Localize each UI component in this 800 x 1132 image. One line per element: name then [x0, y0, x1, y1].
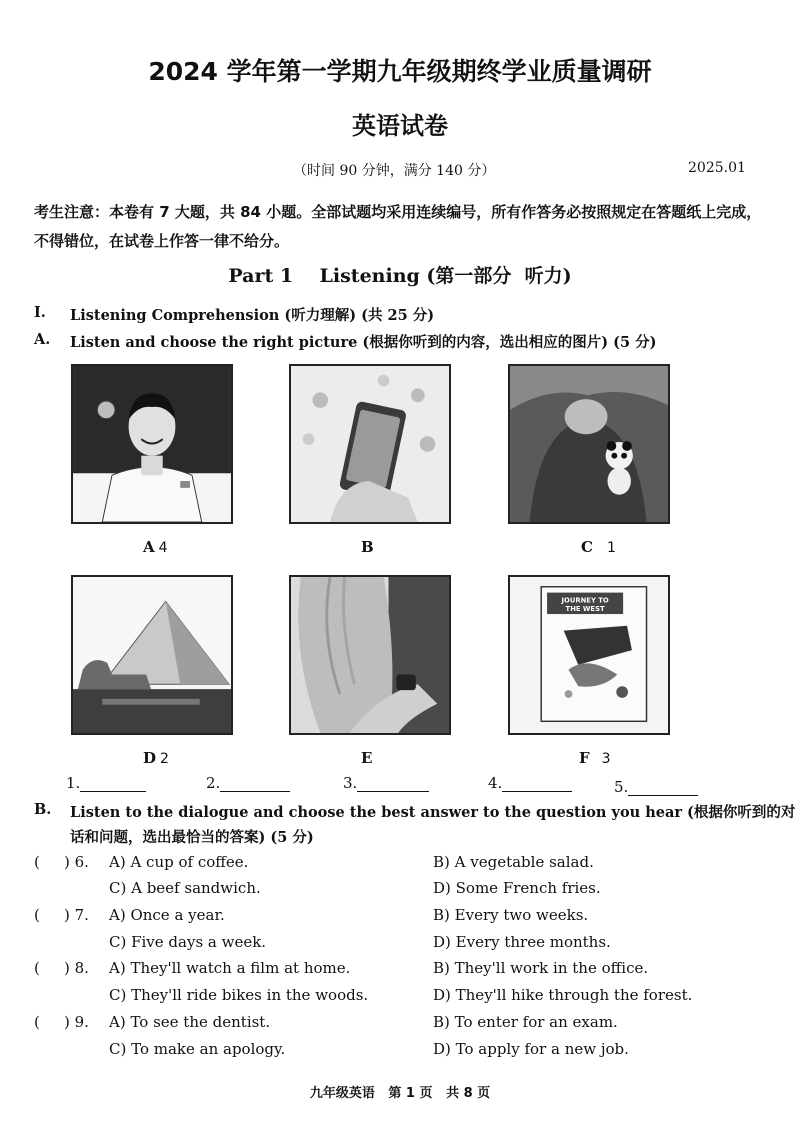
- picture-label-f: [579, 749, 611, 767]
- label-letter: D: [143, 749, 157, 767]
- svg-text:JOURNEY TO: JOURNEY TO: [561, 596, 609, 605]
- phone-payment-icon: [291, 366, 449, 522]
- blank-line: [80, 777, 146, 792]
- time-info: （时间 90 分钟，满分 140 分）: [293, 163, 496, 179]
- part-heading: Part 1 Listening (第一部分 听力): [228, 265, 572, 287]
- blank-line: [502, 777, 572, 792]
- page-footer: 九年级英语 第 1 页 共 8 页: [309, 1086, 491, 1101]
- option-a: A) They'll watch a film at home.: [109, 959, 351, 977]
- exam-title: 2024 学年第一学期九年级期终学业质量调研: [148, 57, 652, 86]
- answer-blank-2[interactable]: [206, 774, 290, 792]
- picture-e: [289, 575, 451, 735]
- woman-smartwatch-icon: [291, 577, 449, 733]
- option-b: B) To enter for an exam.: [433, 1013, 618, 1031]
- picture-label-c: [581, 538, 616, 556]
- blank-line: [357, 777, 429, 792]
- picture-label-d: [143, 749, 169, 767]
- exam-date: 2025.01: [688, 160, 746, 176]
- section-number: A.: [34, 331, 51, 348]
- question-number: ) 6.: [64, 853, 89, 871]
- answer-paren[interactable]: (: [34, 906, 40, 924]
- section-heading-a: [34, 331, 774, 351]
- section-number: B.: [34, 801, 52, 818]
- section-text: Listening Comprehension (听力理解) (共 25 分): [70, 307, 435, 324]
- question-number: ) 9.: [64, 1013, 89, 1031]
- answer-blank-1[interactable]: [66, 774, 146, 792]
- section-heading-i: [34, 304, 774, 324]
- label-letter: C: [581, 538, 593, 556]
- blank-number: 2.: [206, 774, 221, 792]
- picture-a: [71, 364, 233, 524]
- picture-b: [289, 364, 451, 524]
- picture-label-e: [361, 749, 376, 767]
- option-b: B) They'll work in the office.: [433, 959, 649, 977]
- blank-line: [220, 777, 290, 792]
- answer-paren[interactable]: (: [34, 1013, 40, 1031]
- svg-text:THE WEST: THE WEST: [565, 605, 605, 614]
- label-letter: F: [579, 749, 590, 767]
- pyramids-sphinx-icon: [73, 577, 231, 733]
- picture-d: [71, 575, 233, 735]
- journey-to-the-west-book-icon: [510, 577, 668, 733]
- section-text-line2: 话和问题，选出最恰当的答案) (5 分): [70, 829, 314, 846]
- blank-number: 3.: [343, 774, 358, 792]
- handwritten-mark: 1: [606, 540, 616, 556]
- option-a: A) Once a year.: [109, 906, 225, 924]
- answer-blank-5[interactable]: [614, 778, 698, 796]
- option-a: A) A cup of coffee.: [109, 853, 249, 871]
- option-d: D) To apply for a new job.: [433, 1040, 629, 1058]
- option-d: D) They'll hike through the forest.: [433, 986, 693, 1004]
- picture-label-a: [143, 538, 168, 556]
- option-c: C) They'll ride bikes in the woods.: [109, 986, 369, 1004]
- answer-blank-4[interactable]: [488, 774, 572, 792]
- exam-notice: 考生注意：本卷有 7 大题，共 84 小题。全部试题均采用连续编号，所有作答务必按照规定在答题纸上完成，不得错位，在试卷上作答一律不给分。: [34, 203, 762, 250]
- blank-number: 4.: [488, 774, 503, 792]
- question-number: ) 7.: [64, 906, 89, 924]
- option-c: C) To make an apology.: [109, 1040, 286, 1058]
- blank-number: 1.: [66, 774, 81, 792]
- answer-paren[interactable]: (: [34, 853, 40, 871]
- exam-subtitle: 英语试卷: [352, 112, 448, 140]
- picture-c: [508, 364, 670, 524]
- panda-keeper-icon: [510, 366, 668, 522]
- label-letter: A: [143, 538, 155, 556]
- section-text-line1: Listen to the dialogue and choose the best answer to the question you hear (根据你听到的对: [70, 804, 796, 821]
- blank-number: 5.: [614, 778, 629, 796]
- option-c: C) A beef sandwich.: [109, 879, 261, 897]
- section-number: I.: [34, 304, 46, 321]
- answer-blank-3[interactable]: [343, 774, 429, 792]
- label-letter: E: [361, 749, 373, 767]
- option-d: D) Some French fries.: [433, 879, 601, 897]
- option-b: B) A vegetable salad.: [433, 853, 594, 871]
- handwritten-mark: 4: [158, 540, 168, 556]
- section-text: Listen and choose the right picture (根据你听到的内容，选出相应的图片) (5 分): [70, 334, 657, 351]
- option-a: A) To see the dentist.: [109, 1013, 271, 1031]
- section-heading-b: [34, 801, 796, 847]
- picture-label-b: [361, 538, 378, 556]
- athlete-medal-icon: [73, 366, 231, 522]
- option-c: C) Five days a week.: [109, 933, 267, 951]
- picture-f: [508, 575, 670, 735]
- answer-paren[interactable]: (: [34, 959, 40, 977]
- handwritten-mark: 2: [160, 751, 169, 767]
- handwritten-mark: 3: [601, 751, 611, 767]
- label-letter: B: [361, 538, 374, 556]
- blank-line: [628, 781, 698, 796]
- option-d: D) Every three months.: [433, 933, 611, 951]
- question-number: ) 8.: [64, 959, 89, 977]
- option-b: B) Every two weeks.: [433, 906, 589, 924]
